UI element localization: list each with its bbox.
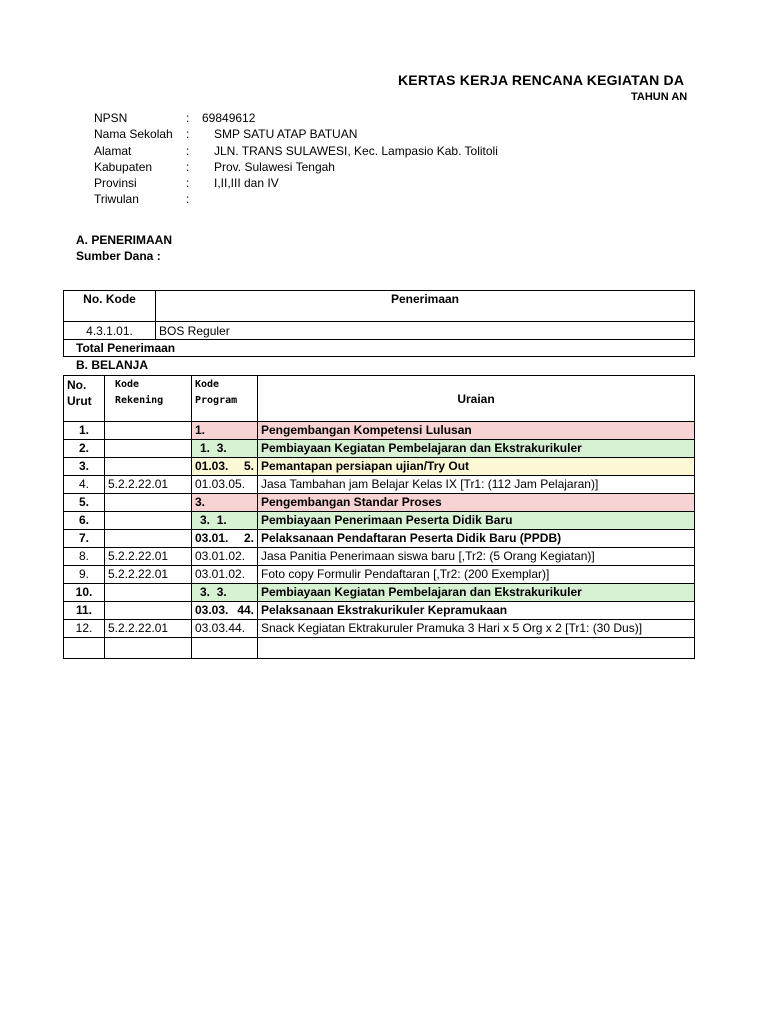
table-header-row: [64, 376, 695, 422]
cell-program: [192, 512, 258, 530]
cell-empty: [192, 638, 258, 659]
cell-uraian: Foto copy Formulir Pendaftaran [,Tr2: (200 Exemplar)]: [258, 566, 695, 584]
cell-uraian: Pengembangan Kompetensi Lulusan: [258, 422, 695, 440]
cell-rekening: 5.2.2.22.01: [105, 566, 192, 584]
info-label: Provinsi: [94, 176, 137, 191]
program-b: 3.: [216, 585, 227, 599]
cell-no: 12.: [64, 620, 105, 638]
program-b: 1.: [216, 513, 227, 527]
cell-rekening: [105, 458, 192, 476]
penerimaan-table: [63, 290, 695, 357]
cell-no: 3.: [64, 458, 105, 476]
info-value: I,II,III dan IV: [214, 176, 279, 191]
table-row: [64, 422, 695, 440]
cell-rekening: 5.2.2.22.01: [105, 548, 192, 566]
cell-uraian: Snack Kegiatan Ektrakuruler Pramuka 3 Hari x 5 Org x 2 [Tr1: (30 Dus)]: [258, 620, 695, 638]
cell-rekening: [105, 494, 192, 512]
info-label: Alamat: [94, 143, 132, 158]
cell-program: [192, 458, 258, 476]
table-row: [64, 584, 695, 602]
cell-no: 11.: [64, 602, 105, 620]
info-colon: :: [186, 127, 190, 142]
col-header-kode-rekening: [105, 376, 192, 422]
info-colon: :: [186, 159, 190, 174]
program-a: 1.: [200, 441, 211, 455]
table-row: [64, 512, 695, 530]
info-colon: :: [186, 176, 190, 191]
table-row: [64, 530, 695, 548]
cell-program: [192, 530, 258, 548]
cell-uraian: Jasa Tambahan jam Belajar Kelas IX [Tr1: (112 Jam Pelajaran)]: [258, 476, 695, 494]
header-line: No.: [67, 378, 87, 392]
info-value: JLN. TRANS SULAWESI, Kec. Lampasio Kab. Tolitoli: [214, 143, 498, 158]
info-label: NPSN: [94, 111, 128, 125]
cell-empty: [64, 638, 105, 659]
section-penerimaan-title: A. PENERIMAAN: [76, 233, 173, 247]
info-value: SMP SATU ATAP BATUAN: [214, 127, 358, 142]
program-b: 3.: [216, 441, 227, 455]
cell-program: [192, 440, 258, 458]
header-line: Program: [195, 395, 238, 406]
program-b: 5.: [243, 459, 254, 473]
table-row: [64, 566, 695, 584]
document-subtitle: TAHUN AN: [631, 91, 688, 103]
program-a: 01.03.: [195, 459, 229, 473]
cell-no: 9.: [64, 566, 105, 584]
table-row: [64, 440, 695, 458]
table-row: [64, 548, 695, 566]
cell-rekening: [105, 422, 192, 440]
table-row: [64, 322, 695, 340]
info-value: Prov. Sulawesi Tengah: [214, 159, 335, 174]
cell-no: 10.: [64, 584, 105, 602]
program-b: 44.: [237, 603, 254, 617]
cell-uraian: Pemantapan persiapan ujian/Try Out: [258, 458, 695, 476]
cell-program: 03.03.44.: [192, 620, 258, 638]
cell-uraian: Pembiayaan Penerimaan Peserta Didik Baru: [258, 512, 695, 530]
table-row: [64, 620, 695, 638]
cell-rekening: [105, 440, 192, 458]
table-row: [64, 476, 695, 494]
cell-uraian: Pembiayaan Kegiatan Pembelajaran dan Ekstrakurikuler: [258, 440, 695, 458]
info-colon: :: [186, 111, 190, 125]
cell-program: 03.01.02.: [192, 548, 258, 566]
program-a: 3.: [200, 513, 211, 527]
table-header-row: [64, 291, 695, 322]
cell-program: [192, 584, 258, 602]
cell-program: [192, 602, 258, 620]
program-a: 03.01.: [195, 531, 229, 545]
info-value: 69849612: [202, 111, 256, 125]
header-line: Rekening: [115, 395, 164, 406]
cell-rekening: [105, 530, 192, 548]
info-colon: :: [186, 192, 190, 207]
col-header-kode-program: [192, 376, 258, 422]
cell-rekening: 5.2.2.22.01: [105, 620, 192, 638]
cell-program: [192, 494, 258, 512]
info-label: Nama Sekolah: [94, 127, 173, 142]
col-header-penerimaan: Penerimaan: [156, 291, 695, 322]
cell-no: 4.: [64, 476, 105, 494]
cell-rekening: 5.2.2.22.01: [105, 476, 192, 494]
table-row: [64, 458, 695, 476]
cell-empty: [105, 638, 192, 659]
header-line: Kode: [195, 379, 220, 390]
cell-rekening: [105, 584, 192, 602]
info-label: Kabupaten: [94, 159, 153, 174]
col-header-no-kode: No. Kode: [64, 291, 156, 322]
cell-uraian: Pelaksanaan Pendaftaran Peserta Didik Baru (PPDB): [258, 530, 695, 548]
program-a: 3.: [195, 495, 206, 509]
cell-no: 8.: [64, 548, 105, 566]
col-header-no-urut: [64, 376, 105, 422]
program-a: 1.: [195, 423, 206, 437]
cell-kode: 4.3.1.01.: [64, 322, 156, 340]
cell-no: 2.: [64, 440, 105, 458]
program-a: 03.03.: [195, 603, 229, 617]
cell-uraian: Jasa Panitia Penerimaan siswa baru [,Tr2: (5 Orang Kegiatan)]: [258, 548, 695, 566]
cell-program: 03.01.02.: [192, 566, 258, 584]
cell-penerimaan: BOS Reguler: [156, 322, 695, 340]
program-b: 2.: [243, 531, 254, 545]
info-colon: :: [186, 143, 190, 158]
total-penerimaan-label: Total Penerimaan: [64, 340, 695, 357]
table-row: [64, 638, 695, 659]
document-title: KERTAS KERJA RENCANA KEGIATAN DA: [398, 72, 685, 88]
cell-no: 6.: [64, 512, 105, 530]
belanja-table: [63, 375, 695, 659]
section-belanja-title: B. BELANJA: [76, 358, 149, 372]
cell-program: [192, 422, 258, 440]
cell-rekening: [105, 512, 192, 530]
sumber-dana-label: Sumber Dana :: [76, 249, 161, 263]
total-row: [64, 340, 695, 357]
cell-uraian: Pengembangan Standar Proses: [258, 494, 695, 512]
cell-uraian: Pembiayaan Kegiatan Pembelajaran dan Ekstrakurikuler: [258, 584, 695, 602]
table-row: [64, 602, 695, 620]
cell-no: 1.: [64, 422, 105, 440]
cell-no: 7.: [64, 530, 105, 548]
table-row: [64, 494, 695, 512]
cell-program: 01.03.05.: [192, 476, 258, 494]
cell-empty: [258, 638, 695, 659]
cell-rekening: [105, 602, 192, 620]
header-line: Urut: [67, 394, 92, 408]
cell-no: 5.: [64, 494, 105, 512]
header-line: Kode: [115, 379, 140, 390]
col-header-uraian: Uraian: [258, 376, 695, 422]
cell-uraian: Pelaksanaan Ekstrakurikuler Kepramukaan: [258, 602, 695, 620]
info-label: Triwulan: [94, 192, 139, 207]
program-a: 3.: [200, 585, 211, 599]
